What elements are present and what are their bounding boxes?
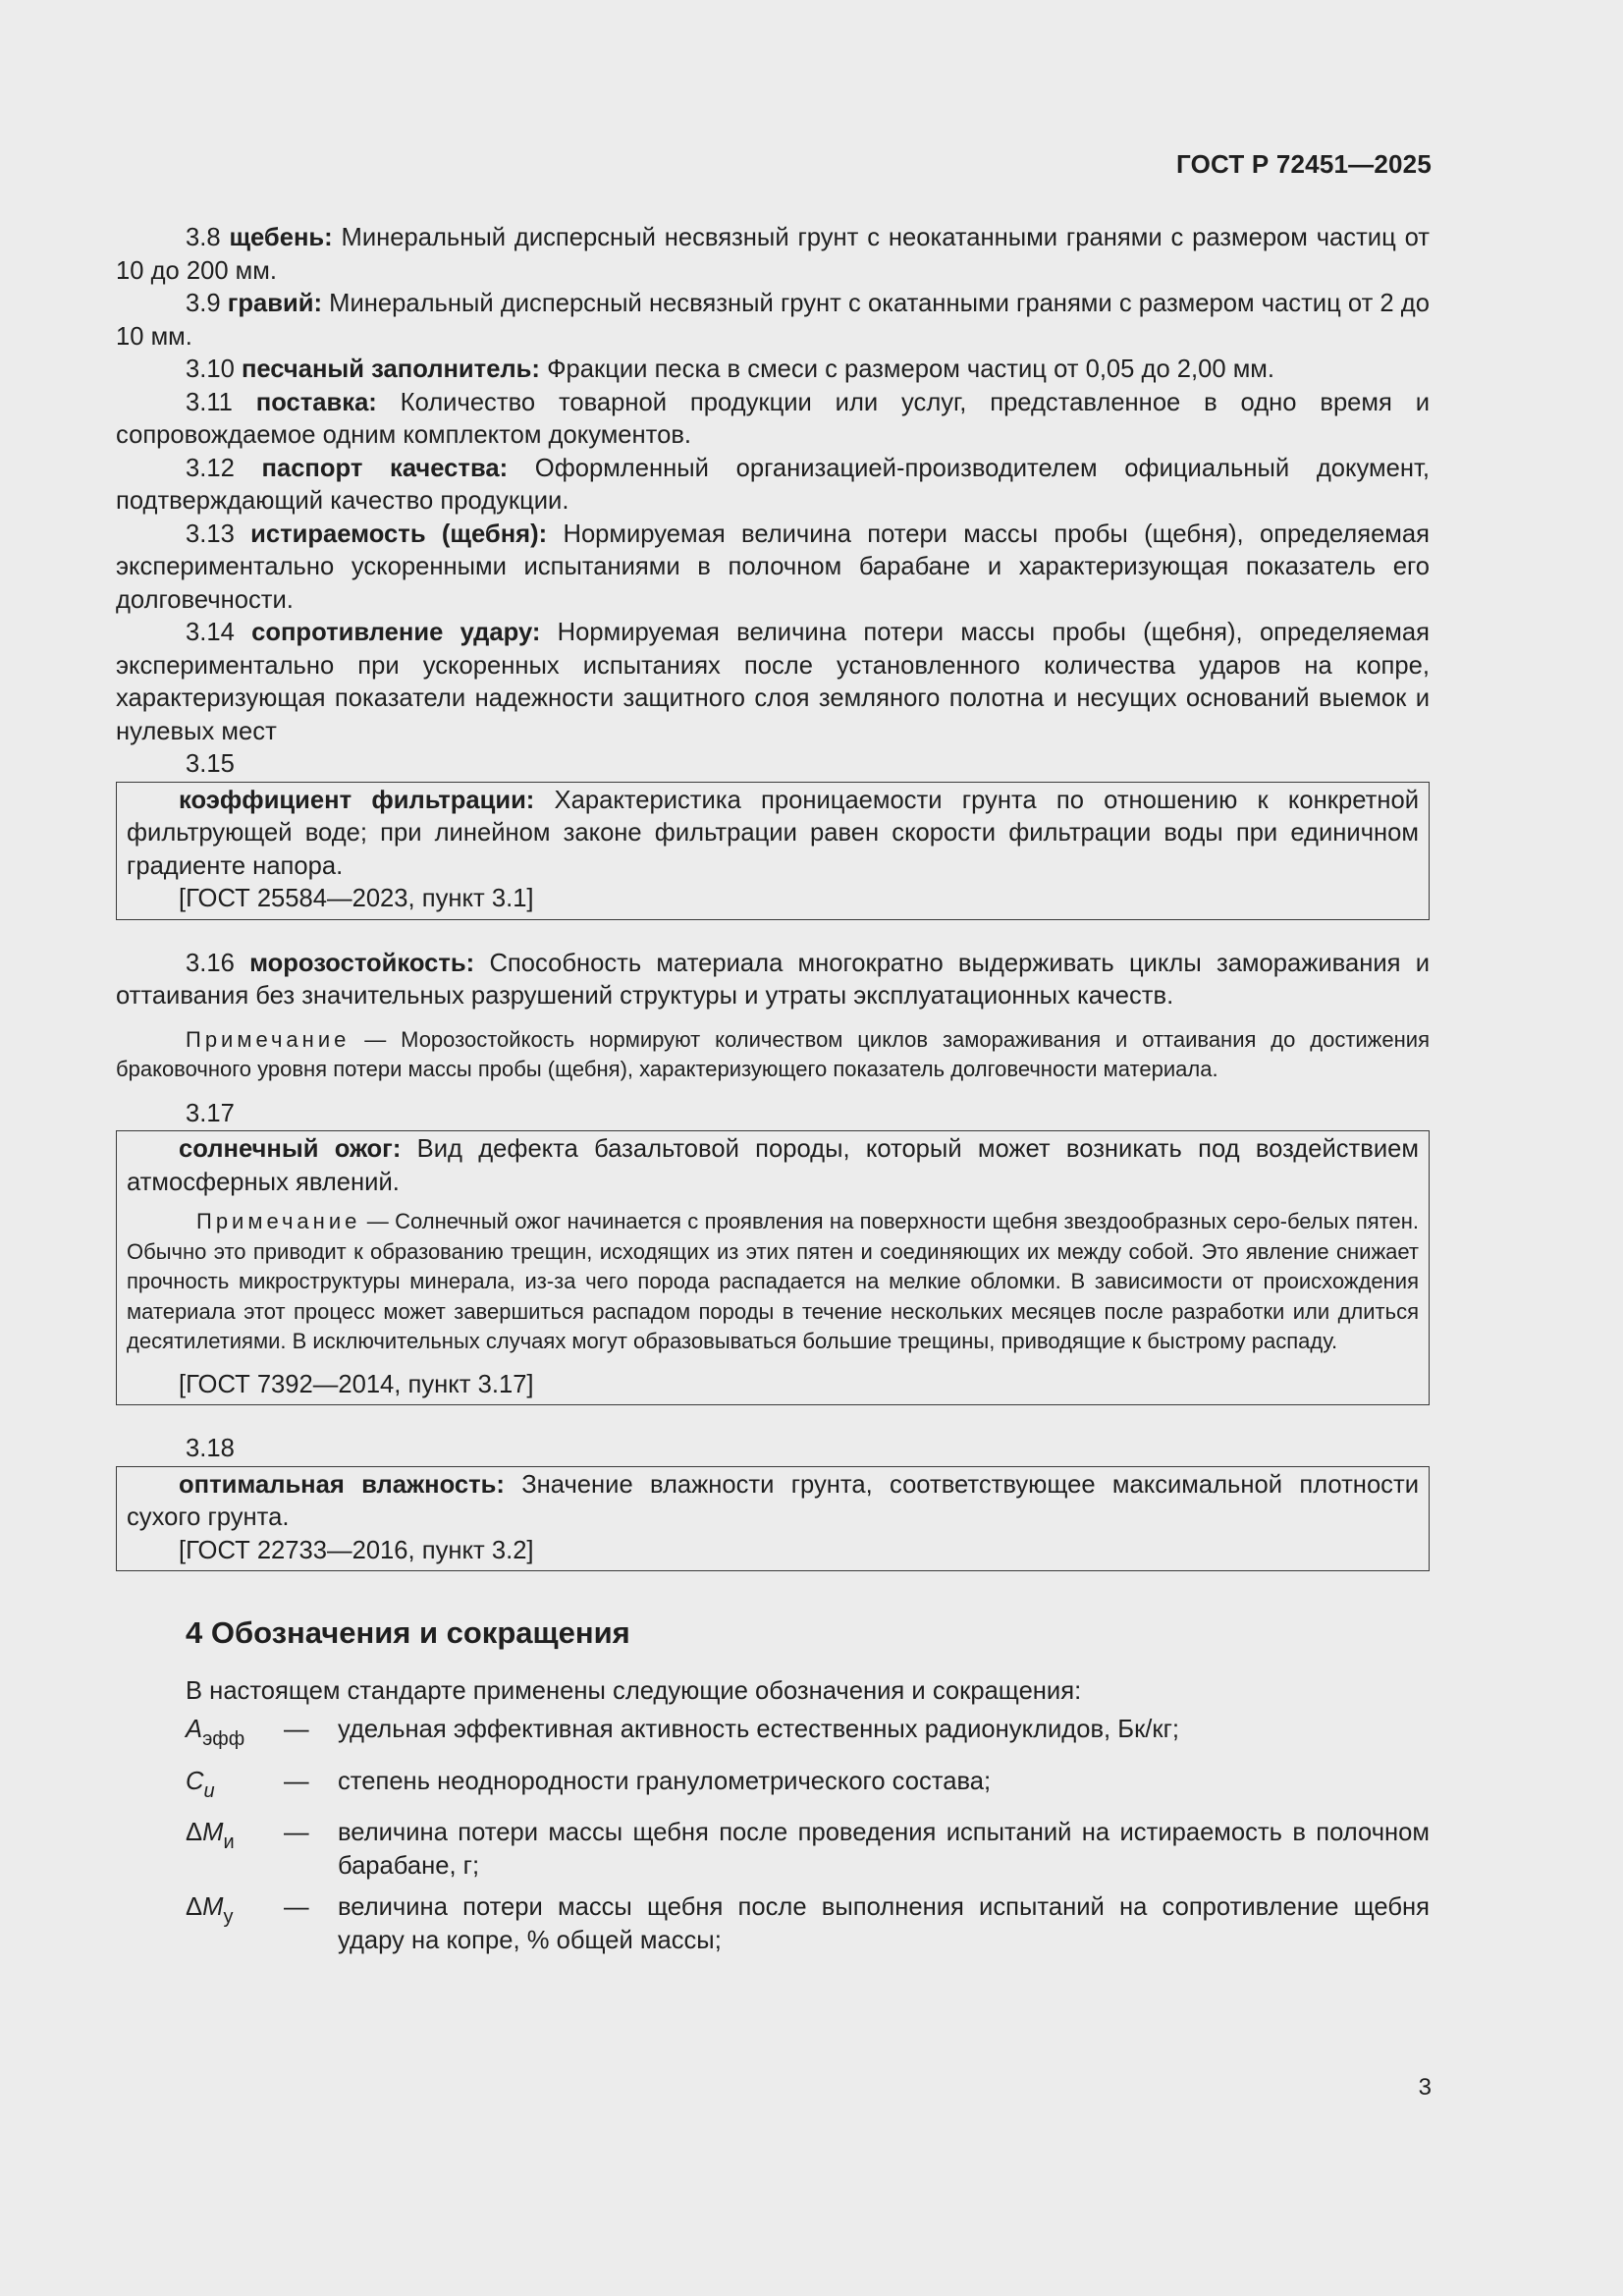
abbreviation-symbol: $\Delta M_у$ — [186, 1893, 234, 1928]
abbreviation-definition: степень неоднородности гранулометрического состава; — [338, 1767, 992, 1795]
term-definition: Фракции песка в смеси с размером частиц от 0,05 до 2,00 мм. — [547, 355, 1275, 383]
term-number: 3.12 — [186, 454, 235, 482]
term-3-15-number: 3.15 — [186, 750, 235, 778]
term-number: 3.13 — [186, 519, 235, 548]
note-label: Примечание — [196, 1209, 361, 1233]
term-number: 3.11 — [186, 388, 233, 416]
term-definition: Нормируемая величина потери массы пробы (щебня), определяемая экспериментально ускоренными испытаниями в полочном барабане и характеризующая показатель его долговечности. — [116, 519, 1430, 614]
term-name: коэффициент фильтрации: — [179, 786, 535, 814]
term-3-12 — [116, 453, 1430, 519]
term-name: щебень: — [229, 224, 333, 251]
section-4-intro: В настоящем стандарте применены следующие обозначения и сокращения: — [186, 1676, 1082, 1705]
term-name: сопротивление удару: — [251, 619, 541, 646]
term-source-reference: [ГОСТ 7392—2014, пункт 3.17] — [179, 1370, 534, 1398]
abbreviation-definition: величина потери массы щебня после проведения испытаний на истираемость в полочном барабане, г; — [338, 1819, 1430, 1880]
term-number: 3.8 — [186, 224, 221, 251]
term-name: поставка: — [255, 388, 377, 416]
term-3-17-note — [127, 1207, 1419, 1357]
term-3-18-number: 3.18 — [186, 1435, 235, 1462]
main-content — [116, 222, 1430, 1966]
page-number: 3 — [1418, 2074, 1432, 2101]
abbreviation-row: $C_u$ — степень неоднородности гранулометрического состава; — [186, 1766, 1430, 1809]
note-text: — Солнечный ожог начинается с проявления на поверхности щебня звездообразных серо-белых пятен. Обычно это приводит к образованию трещин, исходящих из этих пятен и соединяющих их между собой. Это явление снижает прочность микроструктуры минерала, из-за чего порода распадается на мелкие обломки. В зависимости от происхождения материала этот процесс может завершиться распадом породы в течение нескольких месяцев после разработки или длиться десятилетиями. В исключительных случаях могут образовываться большие трещины, приводящие к быстрому распаду. — [127, 1209, 1419, 1353]
term-definition: Минеральный дисперсный несвязный грунт с неокатанными гранями с размером частиц от 10 до 200 мм. — [116, 224, 1430, 285]
term-definition: Нормируемая величина потери массы пробы (щебня), определяемая экспериментально при ускоренных испытаниях после установленного количества ударов на копре, характеризующая показатели надежности защитного слоя земляного полотна и несущих оснований выемок и нулевых мест — [116, 619, 1430, 745]
term-name: истираемость (щебня): — [250, 519, 548, 548]
term-definition: Способность материала многократно выдерживать циклы замораживания и оттаивания без значительных разрушений структуры и утраты эксплуатационных качеств. — [116, 949, 1430, 1010]
term-name: песчаный заполнитель: — [241, 355, 540, 383]
abbreviation-symbol: $C_u$ — [186, 1767, 215, 1802]
term-number: 3.10 — [186, 355, 235, 383]
term-number: 3.9 — [186, 290, 221, 317]
term-name: гравий: — [227, 290, 322, 317]
note-label: Примечание — [186, 1026, 351, 1052]
term-3-13 — [116, 519, 1430, 618]
term-name: паспорт качества: — [261, 454, 509, 482]
term-3-18-box — [116, 1466, 1430, 1572]
term-definition: Значение влажности грунта, соответствующее максимальной плотности сухого грунта. — [127, 1470, 1419, 1531]
term-source-reference: [ГОСТ 22733—2016, пункт 3.2] — [179, 1536, 534, 1564]
term-3-17-number: 3.17 — [186, 1099, 235, 1127]
term-number: 3.16 — [186, 949, 235, 977]
term-name: солнечный ожог: — [179, 1135, 402, 1163]
section-4-heading: 4 Обозначения и сокращения — [186, 1615, 630, 1650]
abbreviation-row: $A_{эфф}$ — удельная эффективная активность естественных радионуклидов, Бк/кг; — [186, 1714, 1430, 1757]
term-number: 3.14 — [186, 619, 235, 646]
term-3-15-box — [116, 782, 1430, 920]
term-source-reference: [ГОСТ 25584—2023, пункт 3.1] — [179, 885, 534, 912]
term-name: оптимальная влажность: — [179, 1470, 505, 1499]
term-3-10 — [116, 354, 1430, 387]
abbreviation-definition: удельная эффективная активность естественных радионуклидов, Бк/кг; — [338, 1716, 1180, 1743]
document-id-header: ГОСТ Р 72451—2025 — [1176, 149, 1432, 179]
term-3-14 — [116, 617, 1430, 748]
term-name: морозостойкость: — [249, 949, 475, 977]
term-definition: Вид дефекта базальтовой породы, который может возникать под воздействием атмосферных явлений. — [127, 1135, 1419, 1196]
term-3-16-note — [116, 1025, 1430, 1085]
term-definition: Оформленный организацией-производителем официальный документ, подтверждающий качество продукции. — [116, 454, 1430, 515]
term-3-15 — [127, 785, 1419, 884]
term-3-18 — [127, 1469, 1419, 1535]
term-3-9 — [116, 288, 1430, 354]
note-text: — Морозостойкость нормируют количеством циклов замораживания и оттаивания до достижения браковочного уровня потери массы пробы (щебня), характеризующего показатель долговечности материала. — [116, 1026, 1430, 1081]
abbreviation-row: $\Delta M_и$ — величина потери массы щебня после проведения испытаний на истираемость в полочном барабане, г; — [186, 1817, 1430, 1883]
abbreviation-row: $\Delta M_у$ — величина потери массы щебня после выполнения испытаний на сопротивление щебня удару на копре, % общей массы; — [186, 1891, 1430, 1957]
abbreviation-definition: величина потери массы щебня после выполнения испытаний на сопротивление щебня удару на копре, % общей массы; — [338, 1893, 1430, 1954]
term-definition: Минеральный дисперсный несвязный грунт с окатанными гранями с размером частиц от 2 до 10 мм. — [116, 290, 1430, 351]
term-3-8 — [116, 222, 1430, 288]
term-3-16 — [116, 948, 1430, 1013]
term-3-11 — [116, 387, 1430, 453]
term-definition: Характеристика проницаемости грунта по отношению к конкретной фильтрующей воде; при линейном законе фильтрации равен скорости фильтрации воды при единичном градиенте напора. — [127, 786, 1419, 880]
term-definition: Количество товарной продукции или услуг, представленное в одно время и сопровождаемое одним комплектом документов. — [116, 388, 1430, 449]
term-3-17-box — [116, 1130, 1430, 1405]
term-3-17 — [127, 1133, 1419, 1199]
abbreviation-symbol: $\Delta M_и$ — [186, 1819, 235, 1853]
abbreviation-symbol: $A_{эфф}$ — [186, 1716, 245, 1750]
